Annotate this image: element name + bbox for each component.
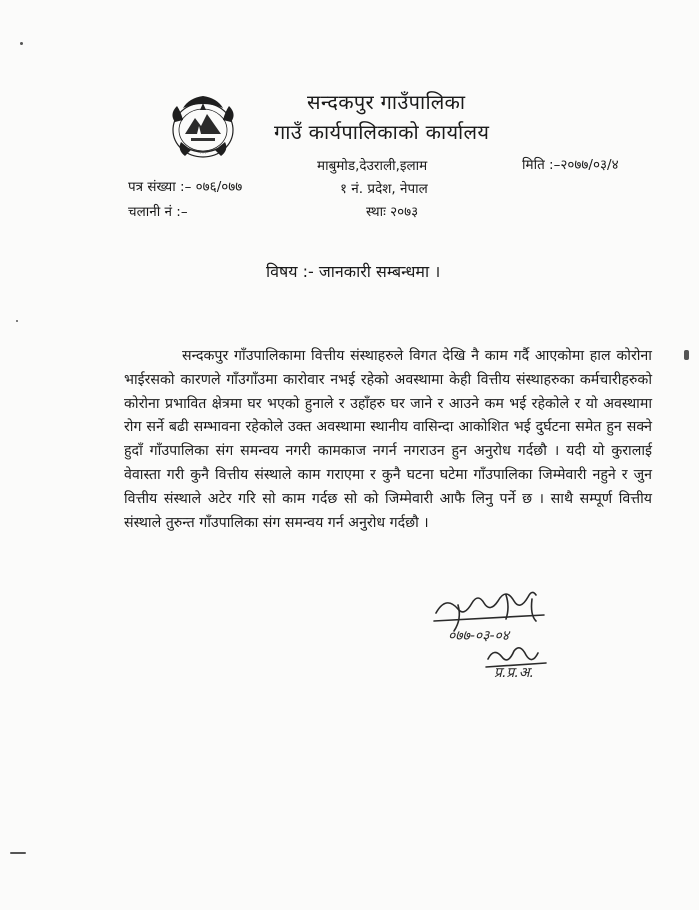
- dispatch-number: चलानी नं :–: [128, 204, 188, 220]
- letter-date: मिति :–२०७७/०३/४: [522, 157, 619, 173]
- signature-date: ०७७-०३-०४: [448, 628, 510, 644]
- scan-speck: [16, 320, 18, 322]
- signature-icon: [428, 585, 598, 680]
- government-emblem-icon: [163, 92, 243, 164]
- scan-speck: [684, 350, 689, 360]
- address-line-1: माबुमोड,देउराली,इलाम: [317, 158, 428, 174]
- scan-speck: [10, 852, 26, 854]
- established-year: स्थाः २०७३: [366, 204, 419, 220]
- svg-text:. . .: . . .: [199, 150, 207, 155]
- signature-title: प्र.प्र.अ.: [494, 665, 534, 680]
- letter-number: पत्र संख्या :– ०७६/०७७: [128, 179, 243, 195]
- office-subtitle: गाउँ कार्यपालिकाको कार्यालय: [274, 120, 490, 144]
- office-name: सन्दकपुर गाउँपालिका: [307, 90, 466, 114]
- address-line-2: १ नं. प्रदेश, नेपाल: [340, 181, 428, 197]
- scan-speck: [20, 42, 23, 45]
- letter-subject: विषय :- जानकारी सम्बन्धमा ।: [266, 262, 441, 281]
- letter-body: सन्दकपुर गाँउपालिकामा वित्तीय संस्थाहरुले विगत देखि नै काम गर्दै आएकोमा हाल कोरोना भाईरसको कारणले गाँउगाँउमा कारोवार नभई रहेको अवस्थामा केही वित्तीय संस्थाहरुका कर्मचारीहरुको कोरोना प्रभावित क्षेत्रमा घर भएको हुनाले र उहाँहरु घर जाने र आउने कम भई रहेकोले र यो अवस्थामा रोग सर्ने बढी सम्भावना रहेकोले उक्त अवस्थामा स्थानीय वासिन्दा आकोशित भई दुर्घटना समेत हुन सक्ने हुदाँ गाँउपालिका संग समन्वय नगरी कामकाज नगर्न नगराउन हुन अनुरोध गर्दछौ । यदी यो कुरालाई वेवास्ता गरी कुनै वित्तीय संस्थाले काम गराएमा र कुनै घटना घटेमा गाँउपालिका जिम्मेवारी नहुने र जुन वित्तीय संस्थाले अटेर गरि सो काम गर्दछ सो को जिम्मेवारी आफै लिनु पर्ने छ । साथै सम्पूर्ण वित्तीय संस्थाले तुरुन्त गाँउपालिका संग समन्वय गर्न अनुरोध गर्दछौ ।: [124, 348, 652, 531]
